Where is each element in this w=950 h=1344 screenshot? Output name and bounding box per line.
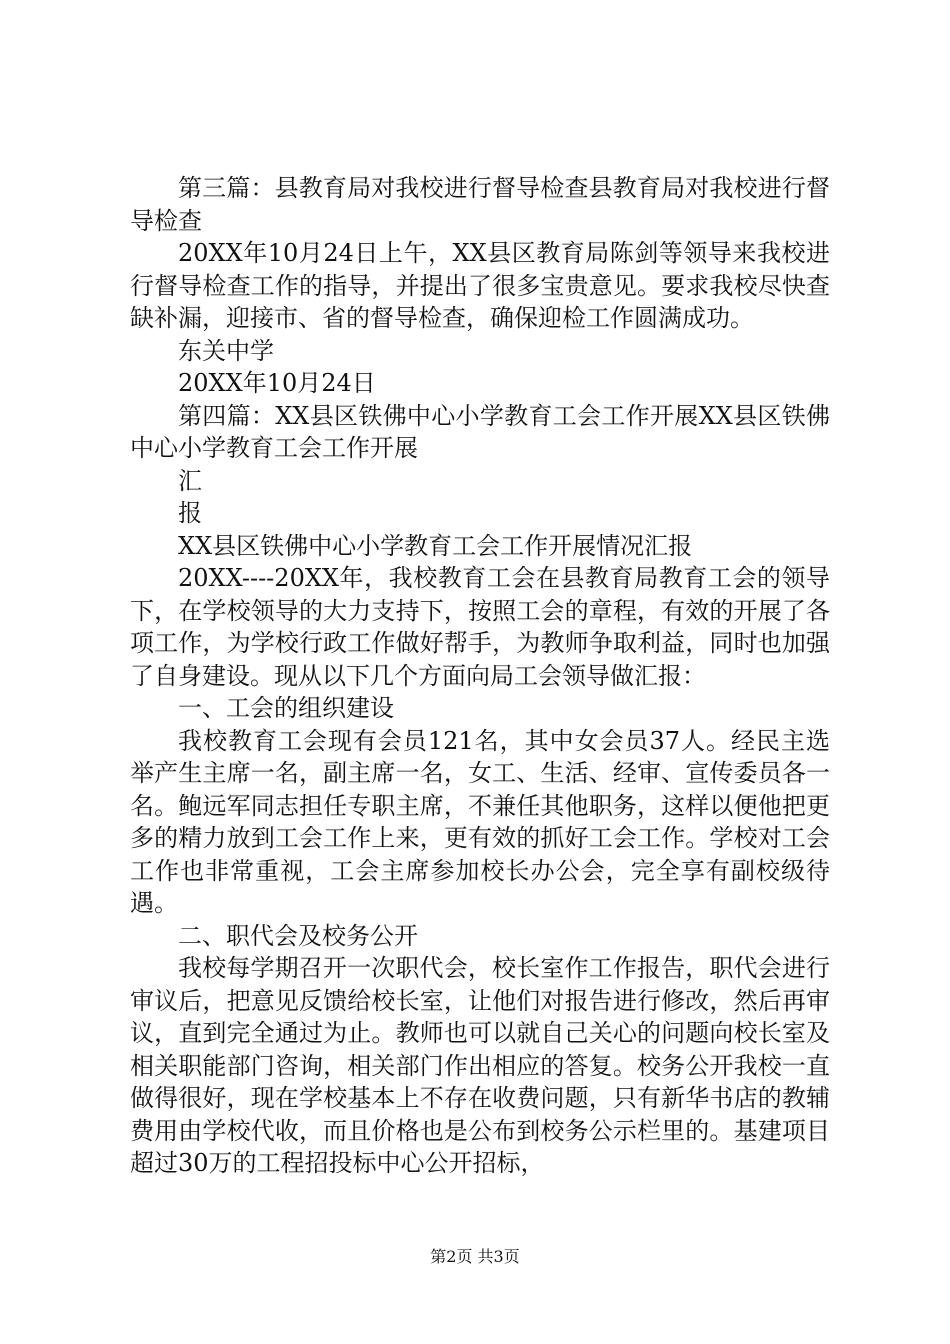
report-title: XX县区铁佛中心小学教育工会工作开展情况汇报 <box>178 531 693 560</box>
signature-school: 东关中学 <box>178 336 274 365</box>
heading-char-2: 报 <box>178 499 202 527</box>
document-body <box>130 172 830 1180</box>
signature-date: 20XX年10月24日 <box>178 369 376 397</box>
section-heading-4: 第四篇：XX县区铁佛中心小学教育工会工作开展XX县区铁佛中心小学教育工会工作开展 <box>130 401 830 462</box>
paragraph: 我校教育工会现有会员121名，其中女会员37人。经民主选举产生主席一名，副主席一名，女工、生活、经审、宣传委员各一名。鲍远军同志担任专职主席，不兼任其他职务，这样以便他把更多的精力放到工会工作上来，更有效的抓好工会工作。学校对工会工作也非常重视，工会主席参加校长办公会，完全享有副校级待遇。 <box>130 726 830 917</box>
subheading-congress: 二、职代会及校务公开 <box>178 921 418 950</box>
paragraph: 我校每学期召开一次职代会，校长室作工作报告，职代会进行审议后，把意见反馈给校长室，让他们对报告进行修改，然后再审议，直到完全通过为止。教师也可以就自己关心的问题向校长室及相关职能部门咨询，相关部门作出相应的答复。校务公开我校一直做得很好，现在学校基本上不存在收费问题，只有新华书店的教辅费用由学校代收，而且价格也是公布到校务公示栏里的。基建项目超过30万的工程招投标中心公开招标， <box>130 954 830 1177</box>
page-number-footer: 第2页 共3页 <box>430 1247 520 1266</box>
subheading-organization: 一、工会的组织建设 <box>178 694 394 722</box>
heading-char-1: 汇 <box>178 466 202 495</box>
section-heading-3: 第三篇：县教育局对我校进行督导检查县教育局对我校进行督导检查 <box>130 174 830 235</box>
paragraph: 20XX年10月24日上午，XX县区教育局陈剑等领导来我校进行督导检查工作的指导，并提出了很多宝贵意见。要求我校尽快查缺补漏，迎接市、省的督导检查，确保迎检工作圆满成功。 <box>130 239 830 332</box>
paragraph: 20XX----20XX年，我校教育工会在县教育局教育工会的领导下，在学校领导的大力支持下，按照工会的章程，有效的开展了各项工作，为学校行政工作做好帮手，为教师争取利益，同时也加强了自身建设。现从以下几个方面向局工会领导做汇报： <box>130 564 830 690</box>
